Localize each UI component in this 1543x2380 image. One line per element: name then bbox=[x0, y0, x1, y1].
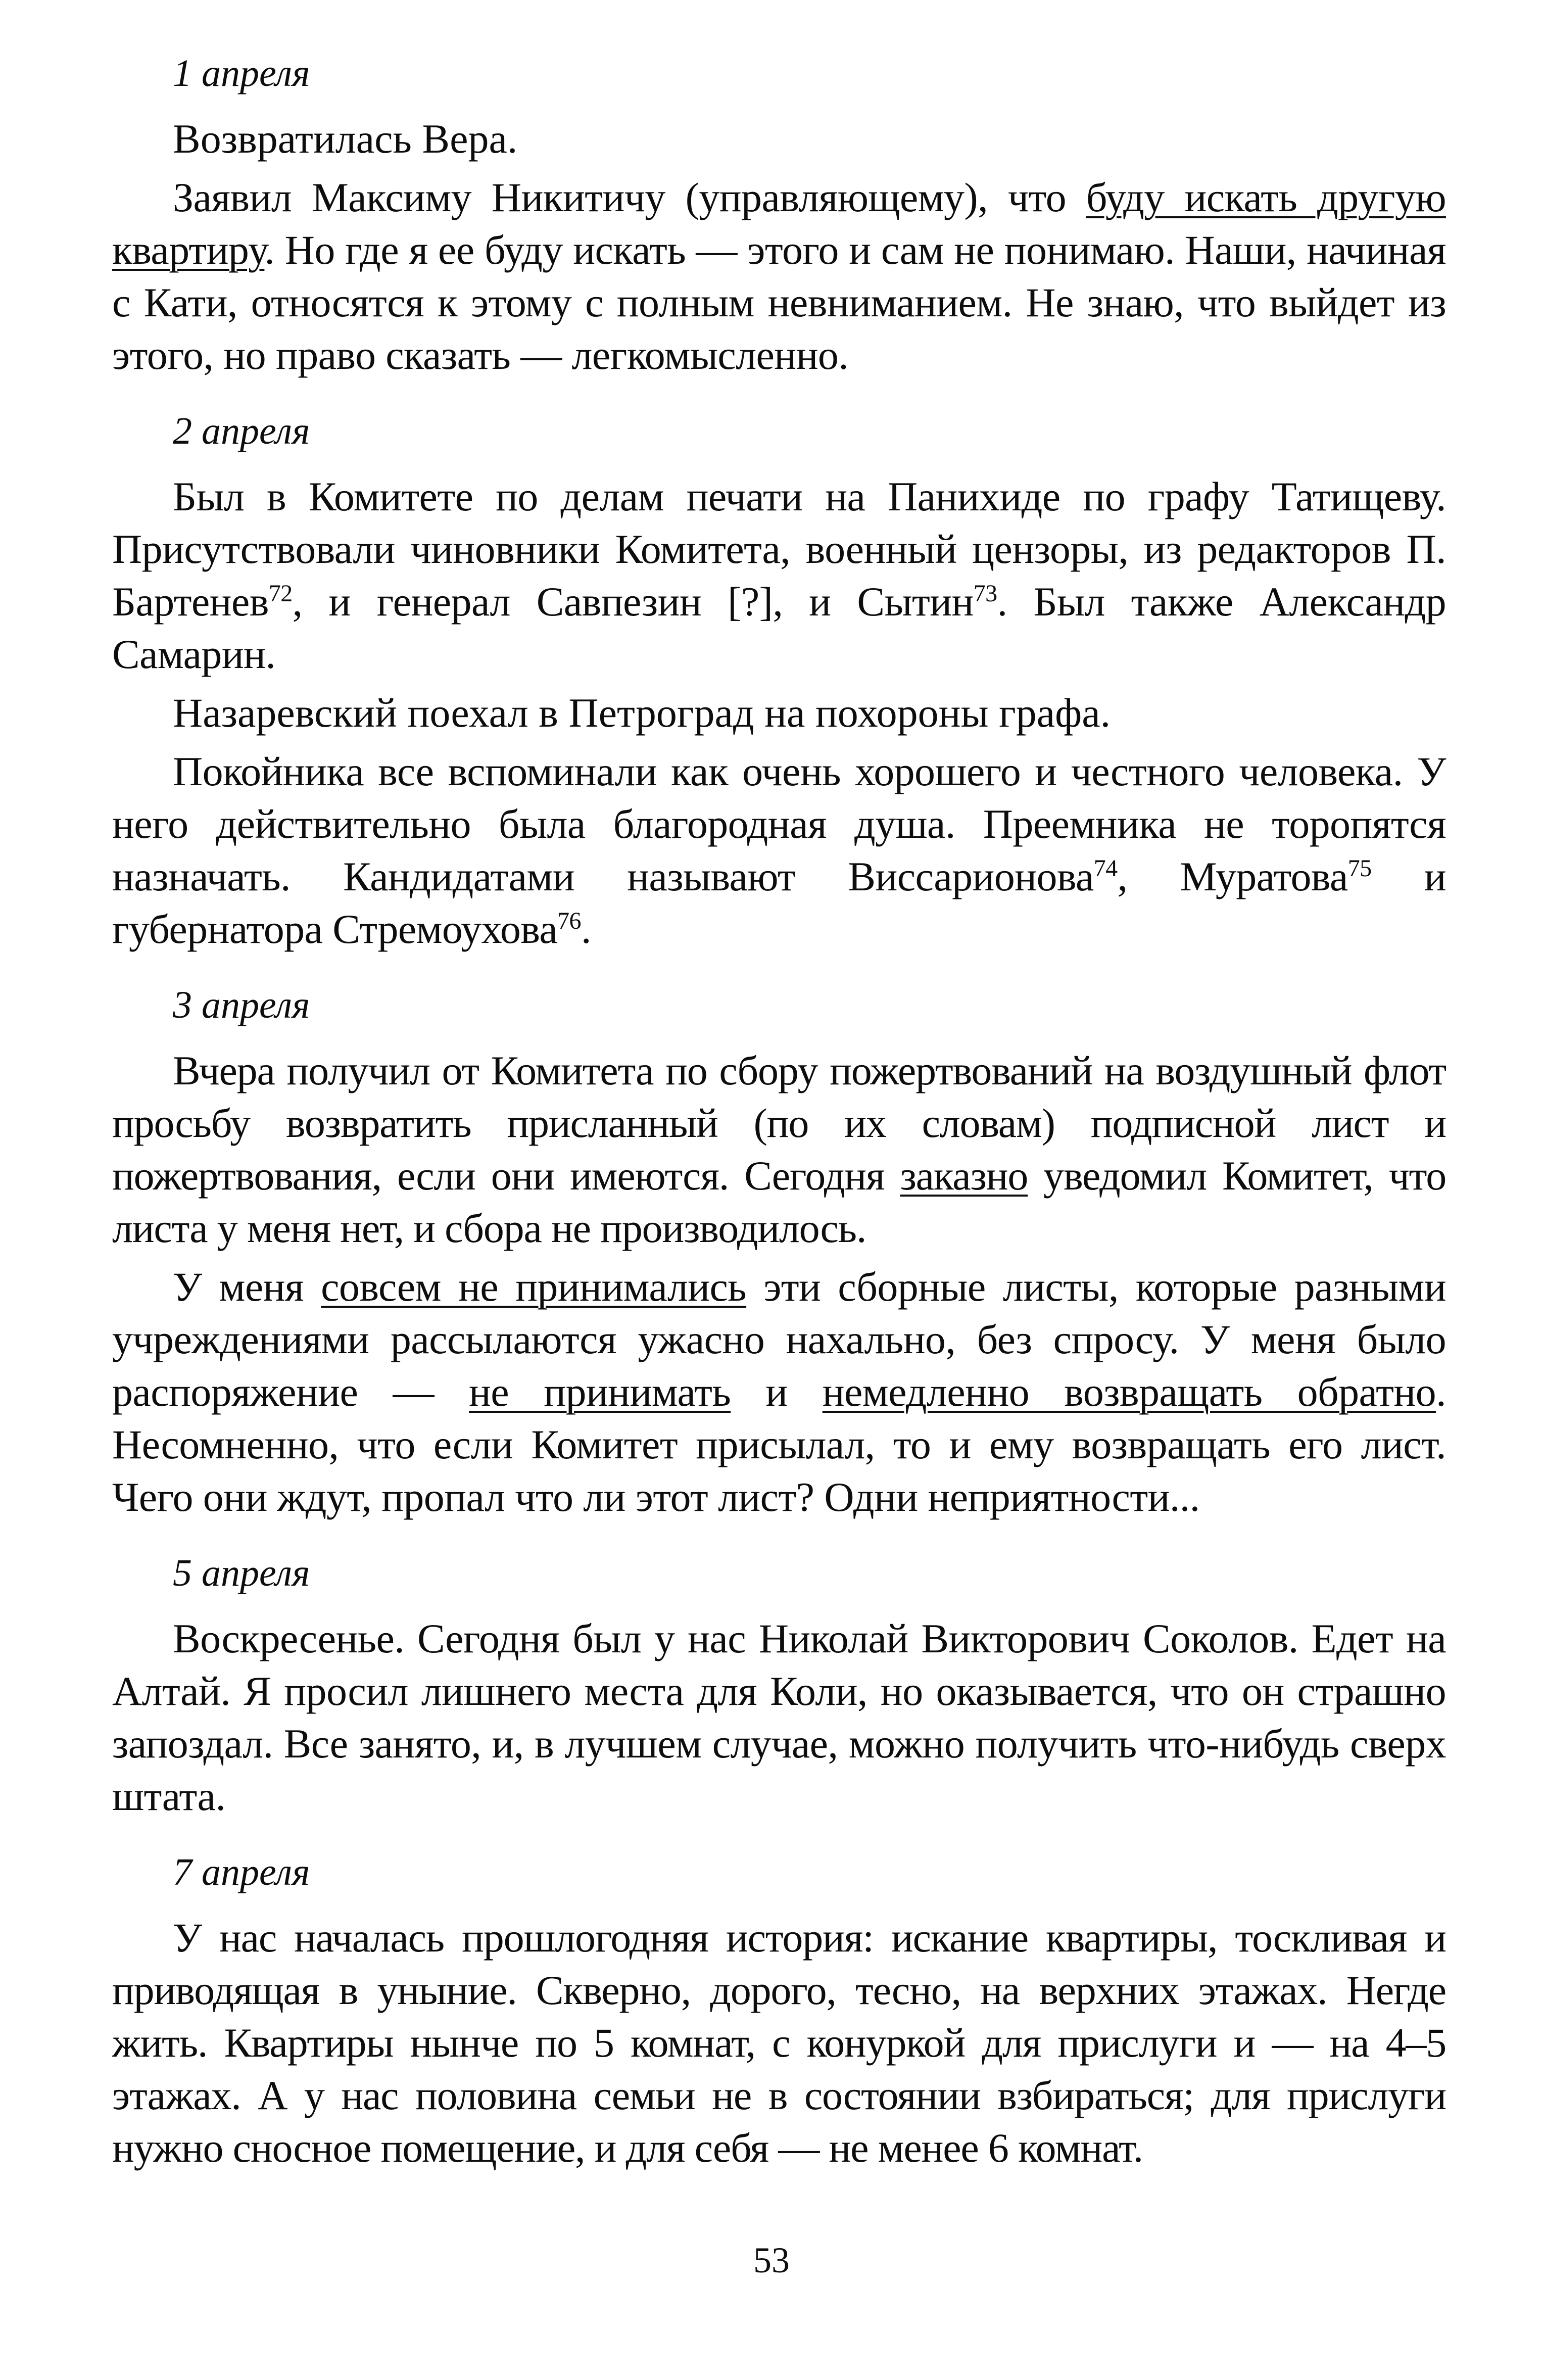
entry-date: 7 апреля bbox=[173, 1851, 310, 1893]
underlined-text: немедленно возвращать обратно bbox=[822, 1369, 1436, 1415]
entry-paragraph bbox=[112, 687, 1446, 739]
text-run: , и генерал Савпезин [?], и Сытин bbox=[292, 579, 974, 625]
text-run: У нас началась прошлогодняя история: искание квартиры, тоскливая и приводящая в уныние. Скверно, дорого, тесно, на верхних этажах. Негде жить. Квартиры нынче по 5 комнат, с конуркой для прислуги и — на 4–5 этажах. А у нас половина семьи не в состоянии взбираться; для прислуги нужно сносное помещение, и для себя — не менее 6 комнат. bbox=[112, 1915, 1446, 2171]
underlined-text: совсем не принимались bbox=[321, 1264, 747, 1310]
entry-paragraph bbox=[112, 1912, 1446, 2174]
diary-page bbox=[112, 48, 1446, 2180]
text-run: . Был также Александр Самарин. bbox=[112, 579, 1446, 677]
entry-date: 5 апреля bbox=[173, 1552, 310, 1594]
text-run: и bbox=[731, 1369, 823, 1415]
text-run: Вчера получил от Комитета по сбору пожертвований на воздушный флот просьбу возвратить присланный (по их словам) подписной лист и пожертвования, если они имеются. Сегодня bbox=[112, 1048, 1446, 1199]
diary-entry bbox=[112, 406, 1446, 956]
entry-paragraph bbox=[112, 470, 1446, 681]
footnote-ref: 72 bbox=[268, 580, 293, 607]
text-run: , Муратова bbox=[1117, 853, 1348, 899]
text-run: У меня bbox=[173, 1264, 321, 1310]
text-run: Покойника все вспоминали как очень хорошего и честного человека. У него действительно была благородная душа. Преемника не торопятся назначать. Кандидатами называют Виссарионова bbox=[112, 748, 1446, 899]
entry-date: 1 апреля bbox=[173, 52, 310, 94]
entry-date: 3 апреля bbox=[173, 984, 310, 1026]
text-run: уведомил Комитет, что листа у меня нет, и сбора не производилось. bbox=[112, 1153, 1446, 1251]
underlined-text: заказно bbox=[900, 1153, 1028, 1199]
footnote-ref: 76 bbox=[557, 908, 581, 934]
diary-entry bbox=[112, 1548, 1446, 1823]
entry-paragraph bbox=[112, 1261, 1446, 1524]
entry-paragraph bbox=[112, 745, 1446, 956]
footnote-ref: 74 bbox=[1093, 855, 1118, 882]
diary-entry bbox=[112, 980, 1446, 1524]
underlined-text: буду искать другую квартиру bbox=[112, 174, 1446, 273]
text-run: . Несомненно, что если Комитет присылал, то и ему возвращать его лист. Чего они ждут, пропал что ли этот лист? Одни неприятности... bbox=[112, 1369, 1446, 1520]
diary-entry bbox=[112, 48, 1446, 382]
footnote-ref: 75 bbox=[1347, 855, 1372, 882]
text-run: и губернатора Стремоухова bbox=[112, 853, 1446, 952]
text-run: эти сборные листы, которые разными учреждениями рассылаются ужасно нахально, без спросу. У меня было распоряжение — bbox=[112, 1264, 1446, 1415]
text-run: Возвратилась Вера. bbox=[173, 116, 518, 162]
text-run: Назаревский поехал в Петроград на похороны графа. bbox=[173, 690, 1111, 736]
text-run: Заявил Максиму Никитичу (управляющему), что bbox=[173, 174, 1086, 220]
entry-paragraph bbox=[112, 1612, 1446, 1823]
text-run: . bbox=[581, 906, 591, 952]
text-run: Воскресенье. Сегодня был у нас Николай Викторович Соколов. Едет на Алтай. Я просил лишнего места для Коли, но оказывается, что он страшно запоздал. Все занято, и, в лучшем случае, можно получить что-нибудь сверх штата. bbox=[112, 1615, 1446, 1819]
footnote-ref: 73 bbox=[973, 580, 997, 607]
entry-paragraph bbox=[112, 1044, 1446, 1255]
underlined-text: не принимать bbox=[468, 1369, 731, 1415]
entry-paragraph bbox=[112, 171, 1446, 382]
entry-paragraph bbox=[112, 113, 1446, 165]
entry-date: 2 апреля bbox=[173, 410, 310, 452]
page-number: 53 bbox=[753, 2240, 790, 2280]
diary-entry bbox=[112, 1847, 1446, 2174]
text-run: . Но где я ее буду искать — этого и сам не понимаю. Наши, начиная с Кати, относятся к этому с полным невниманием. Не знаю, что выйдет из этого, но право сказать — легкомысленно. bbox=[112, 227, 1446, 378]
text-run: Был в Комитете по делам печати на Панихиде по графу Татищеву. Присутствовали чиновники Комитета, военный цензоры, из редакторов П. Бартенев bbox=[112, 473, 1446, 625]
